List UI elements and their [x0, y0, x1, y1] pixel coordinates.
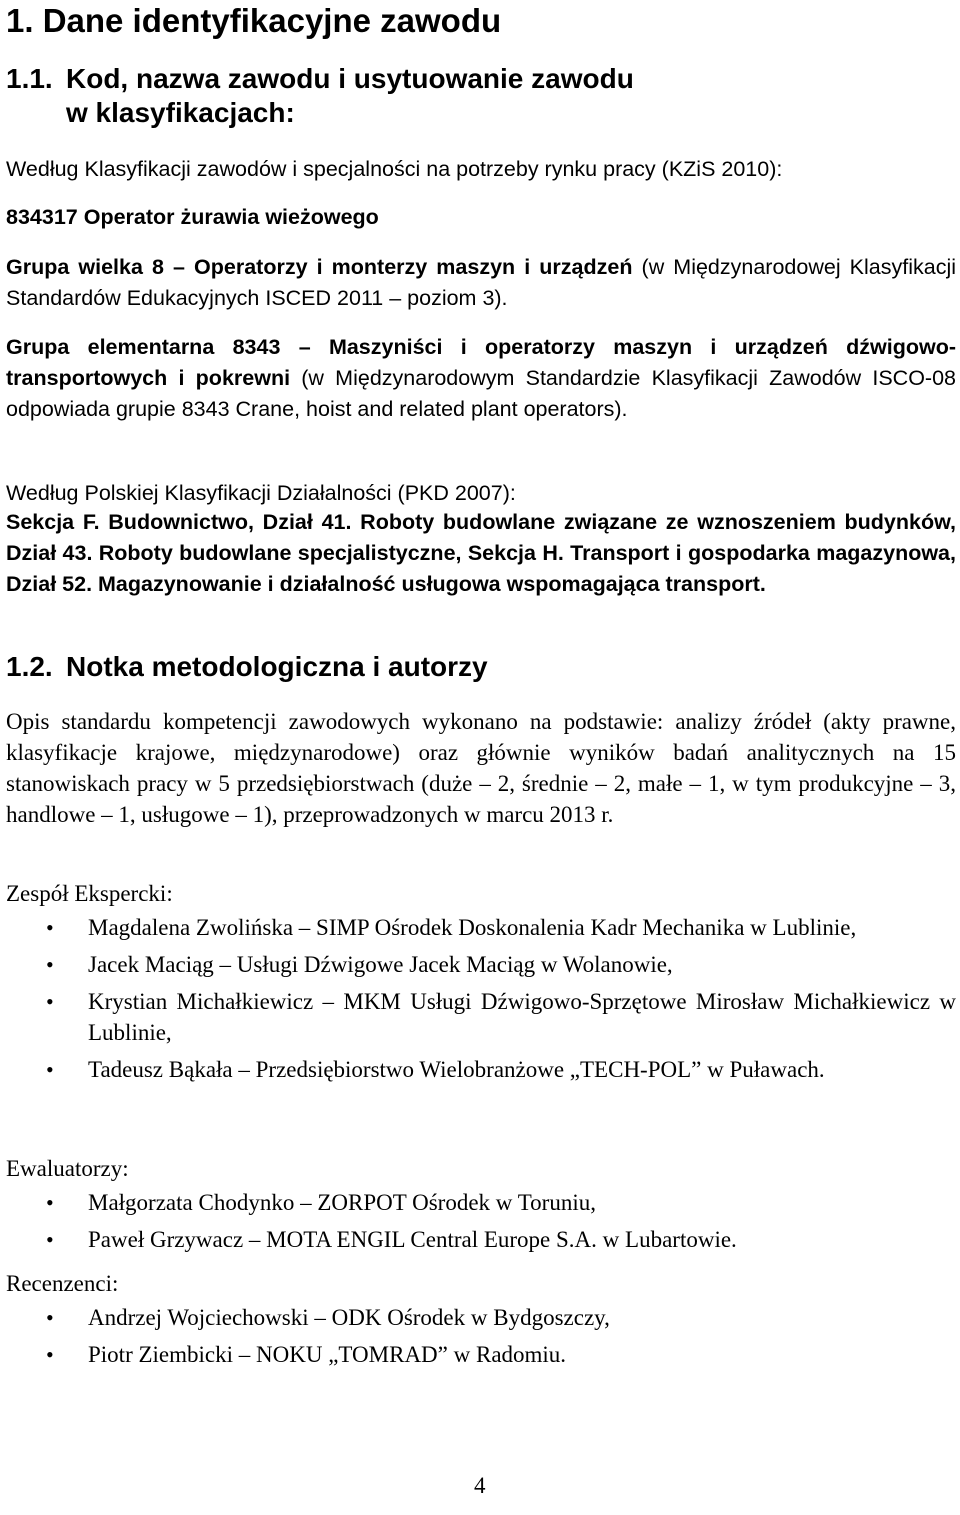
reviewers-label: Recenzenci:	[6, 1271, 119, 1296]
kzis-intro: Według Klasyfikacji zawodów i specjalności na potrzeby rynku pracy (KZiS 2010):	[6, 157, 783, 181]
bullet-icon: •	[46, 1057, 54, 1082]
list-item-text: Paweł Grzywacz – MOTA ENGIL Central Europe S.A. w Lubartowie.	[88, 1227, 737, 1252]
grupa-elementarna-rest: (w Międzynarodowym Standardzie Klasyfikacji Zawodów ISCO-08 odpowiada grupie 8343 Crane, hoist and related plant operators).	[6, 366, 956, 421]
section-1-2-title: Notka metodologiczna i autorzy	[66, 651, 488, 682]
section-1-2-number: 1.2.	[6, 651, 53, 682]
bullet-icon: •	[46, 915, 54, 940]
section-1-1-heading	[6, 62, 906, 130]
list-item	[6, 1187, 956, 1218]
bullet-icon: •	[46, 1342, 54, 1367]
bullet-icon: •	[46, 1190, 54, 1215]
list-item-text: Krystian Michałkiewicz – MKM Usługi Dźwigowo-Sprzętowe Mirosław Michałkiewicz w Lublinie,	[88, 989, 956, 1045]
list-item	[6, 1054, 956, 1085]
pkd-classification: Sekcja F. Budownictwo, Dział 41. Roboty budowlane związane ze wznoszeniem budynków, Dział 43. Roboty budowlane specjalistyczne, Sekcja H. Transport i gospodarka magazynowa, Dział 52. Magazynowanie i działalność usługowa wspomagająca transport.	[6, 510, 956, 596]
list-item	[6, 949, 956, 980]
section-1-1-title-line1: Kod, nazwa zawodu i usytuowanie zawodu	[66, 63, 634, 94]
list-item	[6, 912, 956, 943]
grupa-elementarna-bold: Grupa elementarna 8343 – Maszyniści i operatorzy maszyn i urządzeń dźwigowo-transportowych i pokrewni	[6, 335, 956, 390]
list-item	[6, 986, 956, 1048]
section-1-2-heading	[6, 650, 488, 684]
bullet-icon: •	[46, 952, 54, 977]
grupa-wielka-rest: (w Międzynarodowej Klasyfikacji Standardów Edukacyjnych ISCED 2011 – poziom 3).	[6, 255, 957, 310]
methodology-paragraph: Opis standardu kompetencji zawodowych wykonano na podstawie: analizy źródeł (akty prawne, klasyfikacje krajowe, międzynarodowe) oraz głównie wyników badań analitycznych na 15 stanowiskach pracy w 5 przedsiębiorstwach (duże – 2, średnie – 2, małe – 1, w tym produkcyjne – 3, handlowe – 1, usługowe – 1), przeprowadzonych w marcu 2013 r.	[6, 709, 956, 827]
occupation-code-name: 834317 Operator żurawia wieżowego	[6, 205, 379, 229]
list-item-text: Andrzej Wojciechowski – ODK Ośrodek w Bydgoszczy,	[88, 1305, 610, 1330]
list-item-text: Magdalena Zwolińska – SIMP Ośrodek Doskonalenia Kadr Mechanika w Lublinie,	[88, 915, 857, 940]
list-item	[6, 1302, 956, 1333]
section-1-heading: 1. Dane identyfikacyjne zawodu	[6, 2, 502, 39]
pkd-intro: Według Polskiej Klasyfikacji Działalności (PKD 2007):	[6, 481, 516, 505]
expert-team-label: Zespół Ekspercki:	[6, 881, 173, 906]
grupa-elementarna-paragraph	[6, 332, 956, 425]
evaluators-list	[6, 1187, 956, 1261]
page-number: 4	[474, 1473, 486, 1498]
section-1-1-number: 1.1.	[6, 63, 53, 94]
list-item-text: Piotr Ziembicki – NOKU „TOMRAD” w Radomiu.	[88, 1342, 567, 1367]
grupa-wielka-bold: Grupa wielka 8 – Operatorzy i monterzy maszyn i urządzeń	[6, 255, 633, 279]
list-item-text: Tadeusz Bąkała – Przedsiębiorstwo Wielobranżowe „TECH-POL” w Puławach.	[88, 1057, 825, 1082]
list-item-text: Jacek Maciąg – Usługi Dźwigowe Jacek Maciąg w Wolanowie,	[88, 952, 673, 977]
bullet-icon: •	[46, 1305, 54, 1330]
bullet-icon: •	[46, 1227, 54, 1252]
list-item	[6, 1224, 956, 1255]
list-item	[6, 1339, 956, 1370]
expert-team-list	[6, 912, 956, 1091]
bullet-icon: •	[46, 989, 54, 1014]
section-1-1-title-line2: w klasyfikacjach:	[66, 97, 295, 128]
reviewers-list	[6, 1302, 956, 1376]
list-item-text: Małgorzata Chodynko – ZORPOT Ośrodek w Toruniu,	[88, 1190, 596, 1215]
evaluators-label: Ewaluatorzy:	[6, 1156, 129, 1181]
grupa-wielka-paragraph	[6, 252, 956, 314]
